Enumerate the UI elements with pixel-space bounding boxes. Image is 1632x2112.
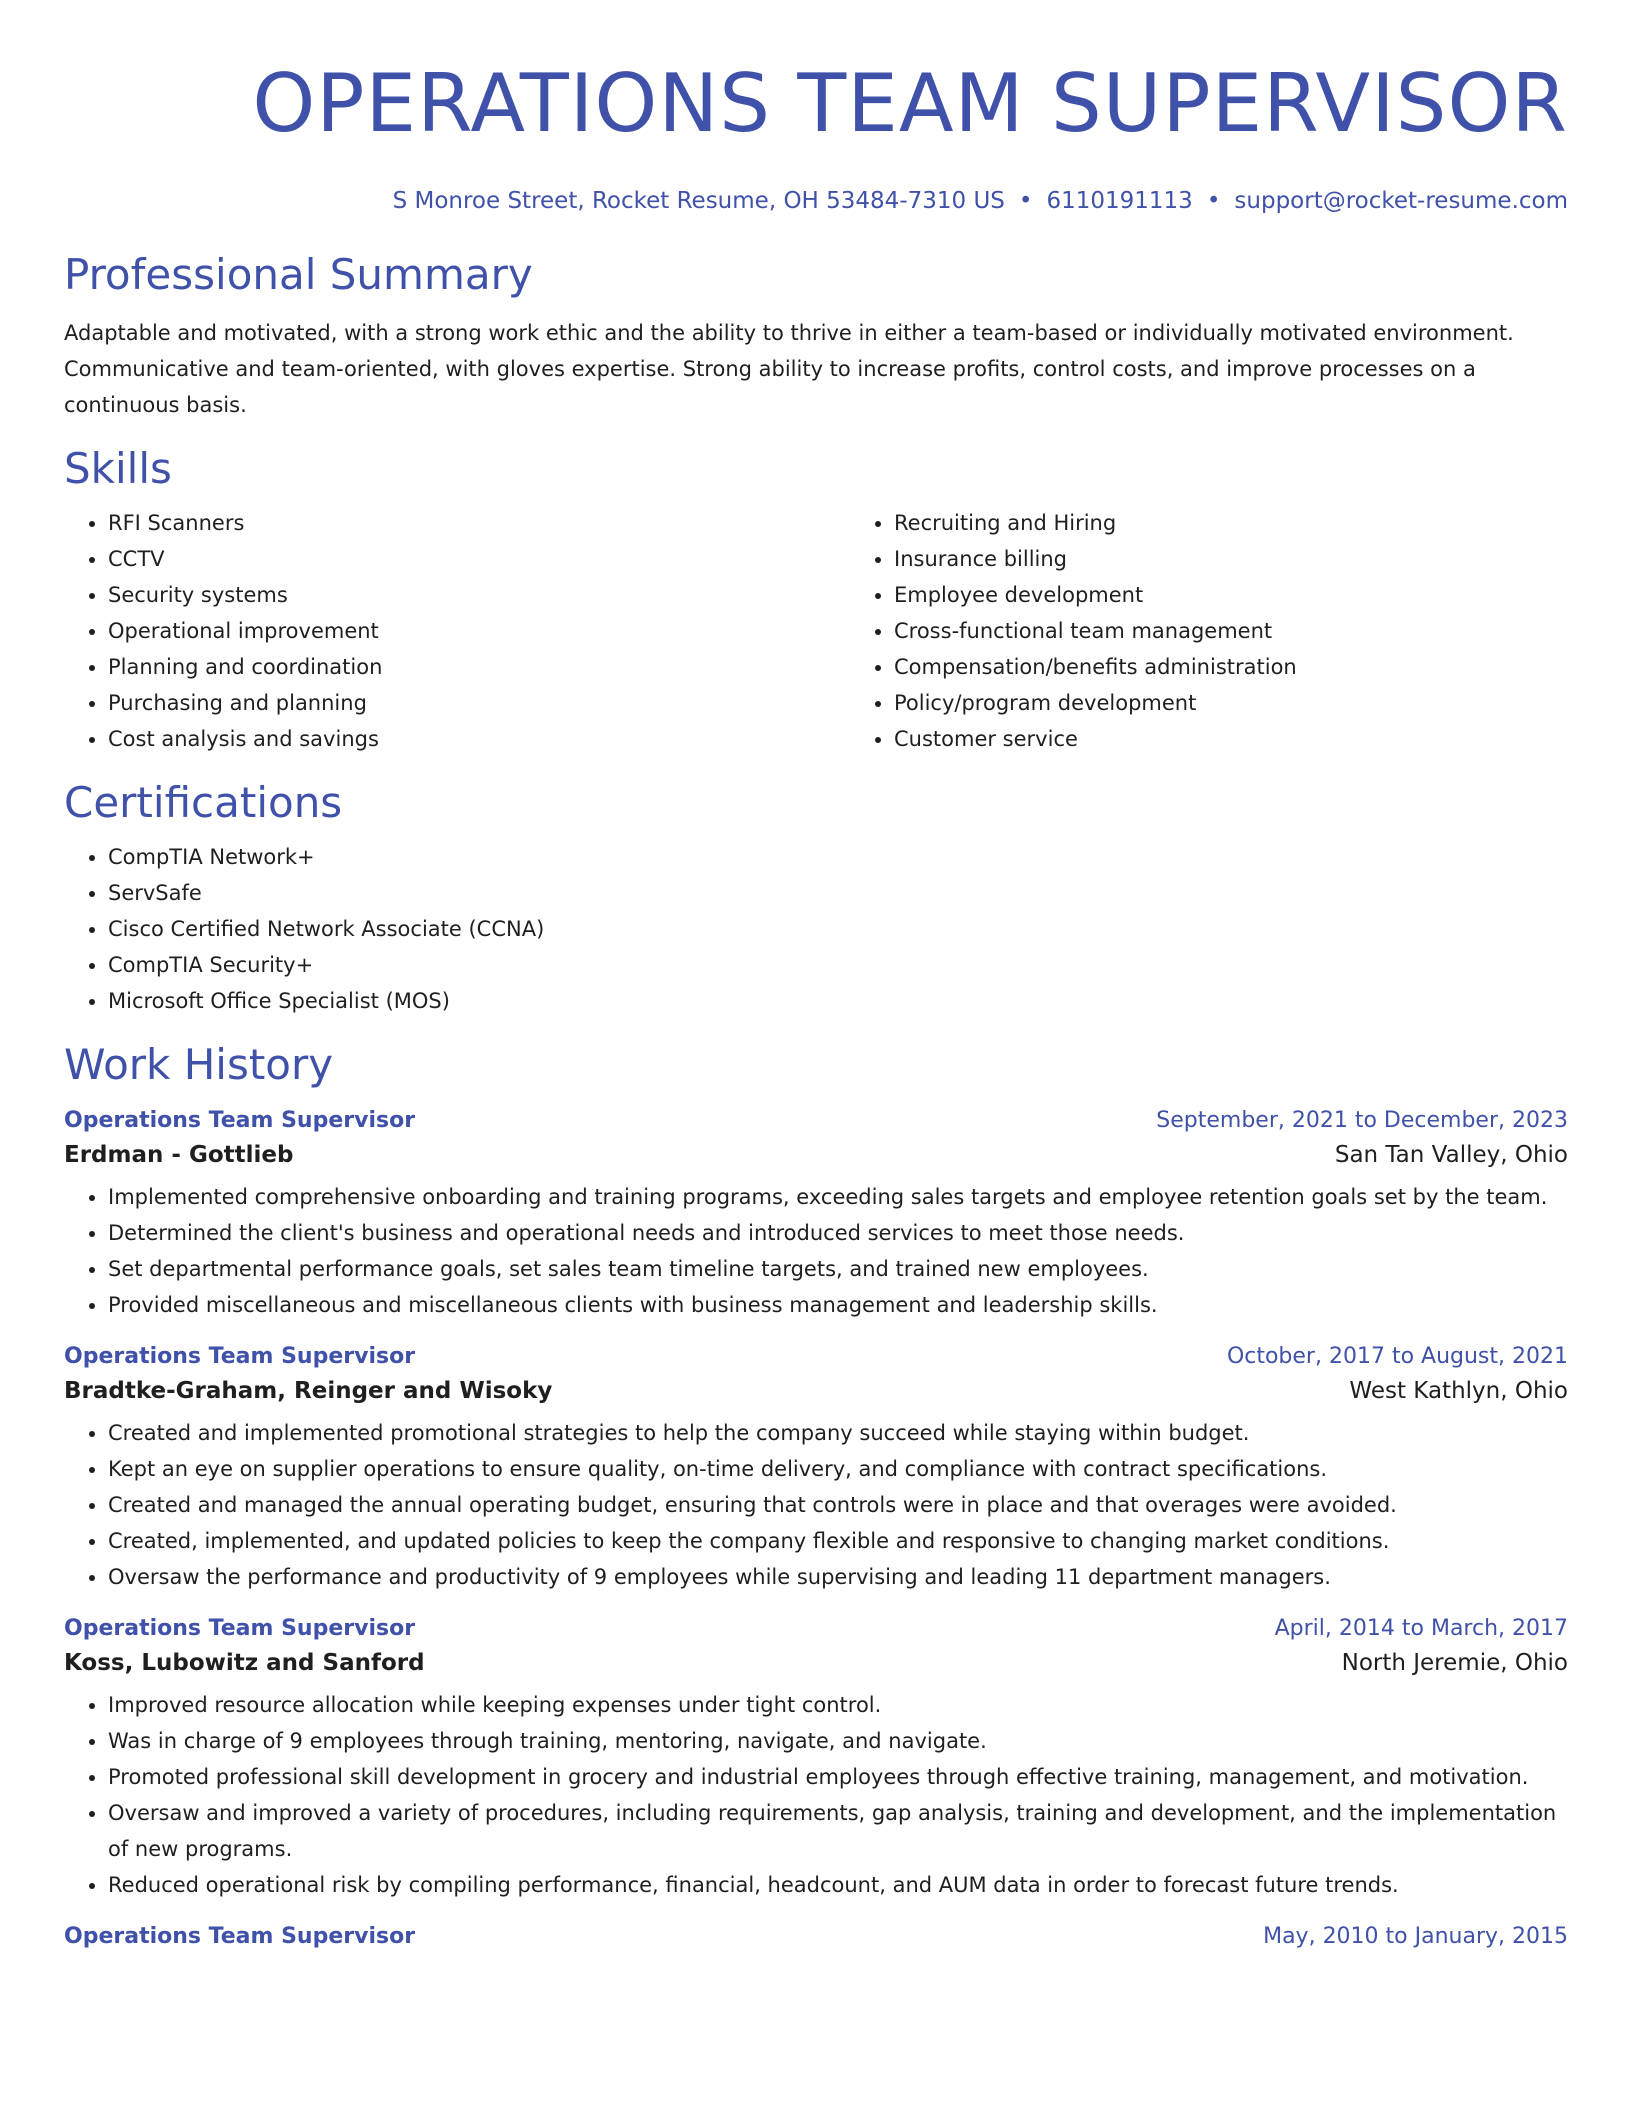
skill-item: • Policy/program development <box>894 685 1568 721</box>
skill-item: • Operational improvement <box>108 613 850 649</box>
job-subheader <box>64 1137 1568 1173</box>
skills-grid <box>64 505 1568 757</box>
job-bullet: • Created and managed the annual operating budget, ensuring that controls were in place and that overages were avoided. <box>108 1487 1568 1523</box>
job-bullet: • Oversaw and improved a variety of procedures, including requirements, gap analysis, training and development, and the implementation of new programs. <box>108 1795 1568 1867</box>
job-entry <box>64 1613 1568 1903</box>
skill-item: • Employee development <box>894 577 1568 613</box>
skills-section <box>64 443 1568 757</box>
job-title: Operations Team Supervisor <box>64 1924 416 1949</box>
skill-item: • Purchasing and planning <box>108 685 850 721</box>
job-entry <box>64 1105 1568 1323</box>
certification-item: • CompTIA Network+ <box>108 839 1568 875</box>
skill-item: • Recruiting and Hiring <box>894 505 1568 541</box>
job-location: West Kathlyn, Ohio <box>1349 1378 1568 1404</box>
contact-separator: • <box>1018 188 1033 214</box>
contact-email[interactable]: support@rocket-resume.com <box>1234 188 1568 214</box>
job-bullet: • Improved resource allocation while keeping expenses under tight control. <box>108 1687 1568 1723</box>
job-bullet: • Created, implemented, and updated policies to keep the company flexible and responsive to changing market conditions. <box>108 1523 1568 1559</box>
contact-address: S Monroe Street, Rocket Resume, OH 53484-7310 US <box>392 188 1005 214</box>
job-company: Erdman - Gottlieb <box>64 1142 294 1168</box>
contact-separator: • <box>1206 188 1221 214</box>
job-company: Koss, Lubowitz and Sanford <box>64 1650 425 1676</box>
job-dates: September, 2021 to December, 2023 <box>1156 1108 1568 1133</box>
certifications-heading: Certifications <box>64 778 343 827</box>
certification-item: • Cisco Certified Network Associate (CCNA) <box>108 911 1568 947</box>
job-bullet: • Kept an eye on supplier operations to ensure quality, on-time delivery, and compliance with contract specifications. <box>108 1451 1568 1487</box>
contact-line <box>64 186 1568 216</box>
skills-heading: Skills <box>64 444 172 493</box>
skill-item: • RFI Scanners <box>108 505 850 541</box>
job-bullets <box>64 1415 1568 1595</box>
certification-item: • Microsoft Office Specialist (MOS) <box>108 983 1568 1019</box>
job-bullet: • Oversaw the performance and productivity of 9 employees while supervising and leading 11 department managers. <box>108 1559 1568 1595</box>
skill-item: • CCTV <box>108 541 850 577</box>
resume-name: OPERATIONS TEAM SUPERVISOR <box>252 57 1568 150</box>
job-bullets <box>64 1179 1568 1323</box>
contact-phone: 6110191113 <box>1046 188 1193 214</box>
job-company: Bradtke-Graham, Reinger and Wisoky <box>64 1378 553 1404</box>
job-bullet: • Provided miscellaneous and miscellaneous clients with business management and leadership skills. <box>108 1287 1568 1323</box>
skill-item: • Security systems <box>108 577 850 613</box>
job-subheader <box>64 1645 1568 1681</box>
certifications-list <box>64 839 1568 1019</box>
certification-item: • CompTIA Security+ <box>108 947 1568 983</box>
work-heading: Work History <box>64 1040 334 1089</box>
job-title: Operations Team Supervisor <box>64 1344 416 1369</box>
job-dates: October, 2017 to August, 2021 <box>1226 1344 1568 1369</box>
job-bullet: • Was in charge of 9 employees through training, mentoring, navigate, and navigate. <box>108 1723 1568 1759</box>
skills-list-left <box>64 505 850 757</box>
job-header <box>64 1105 1568 1137</box>
certification-item: • ServSafe <box>108 875 1568 911</box>
job-subheader <box>64 1373 1568 1409</box>
skill-item: • Planning and coordination <box>108 649 850 685</box>
job-bullet: • Implemented comprehensive onboarding and training programs, exceeding sales targets and employee retention goals set by the team. <box>108 1179 1568 1215</box>
skill-item: • Cost analysis and savings <box>108 721 850 757</box>
summary-section <box>64 249 1568 423</box>
job-bullet: • Reduced operational risk by compiling performance, financial, headcount, and AUM data in order to forecast future trends. <box>108 1867 1568 1903</box>
skill-item: • Insurance billing <box>894 541 1568 577</box>
job-bullet: • Promoted professional skill development in grocery and industrial employees through effective training, management, and motivation. <box>108 1759 1568 1795</box>
job-location: San Tan Valley, Ohio <box>1334 1142 1568 1168</box>
job-header <box>64 1613 1568 1645</box>
skill-item: • Cross-functional team management <box>894 613 1568 649</box>
job-title: Operations Team Supervisor <box>64 1108 416 1133</box>
job-entry <box>64 1341 1568 1595</box>
job-entry <box>64 1921 1568 1953</box>
job-bullet: • Set departmental performance goals, set sales team timeline targets, and trained new employees. <box>108 1251 1568 1287</box>
job-location: North Jeremie, Ohio <box>1341 1650 1568 1676</box>
job-bullet: • Created and implemented promotional strategies to help the company succeed while staying within budget. <box>108 1415 1568 1451</box>
job-bullet: • Determined the client's business and operational needs and introduced services to meet those needs. <box>108 1215 1568 1251</box>
job-dates: May, 2010 to January, 2015 <box>1263 1924 1568 1949</box>
skill-item: • Compensation/benefits administration <box>894 649 1568 685</box>
job-bullets <box>64 1687 1568 1903</box>
job-header <box>64 1341 1568 1373</box>
work-section <box>64 1039 1568 1953</box>
skill-item: • Customer service <box>894 721 1568 757</box>
job-header <box>64 1921 1568 1953</box>
summary-text: Adaptable and motivated, with a strong work ethic and the ability to thrive in either a team-based or individually motivated environment. Communicative and team-oriented, with gloves expertise. Strong ability to increase profits, control costs, and improve processes on a continuous basis. <box>64 321 1514 417</box>
summary-heading: Professional Summary <box>64 250 533 299</box>
certifications-section <box>64 777 1568 1019</box>
job-dates: April, 2014 to March, 2017 <box>1274 1616 1568 1641</box>
skills-list-right <box>850 505 1568 757</box>
job-title: Operations Team Supervisor <box>64 1616 416 1641</box>
